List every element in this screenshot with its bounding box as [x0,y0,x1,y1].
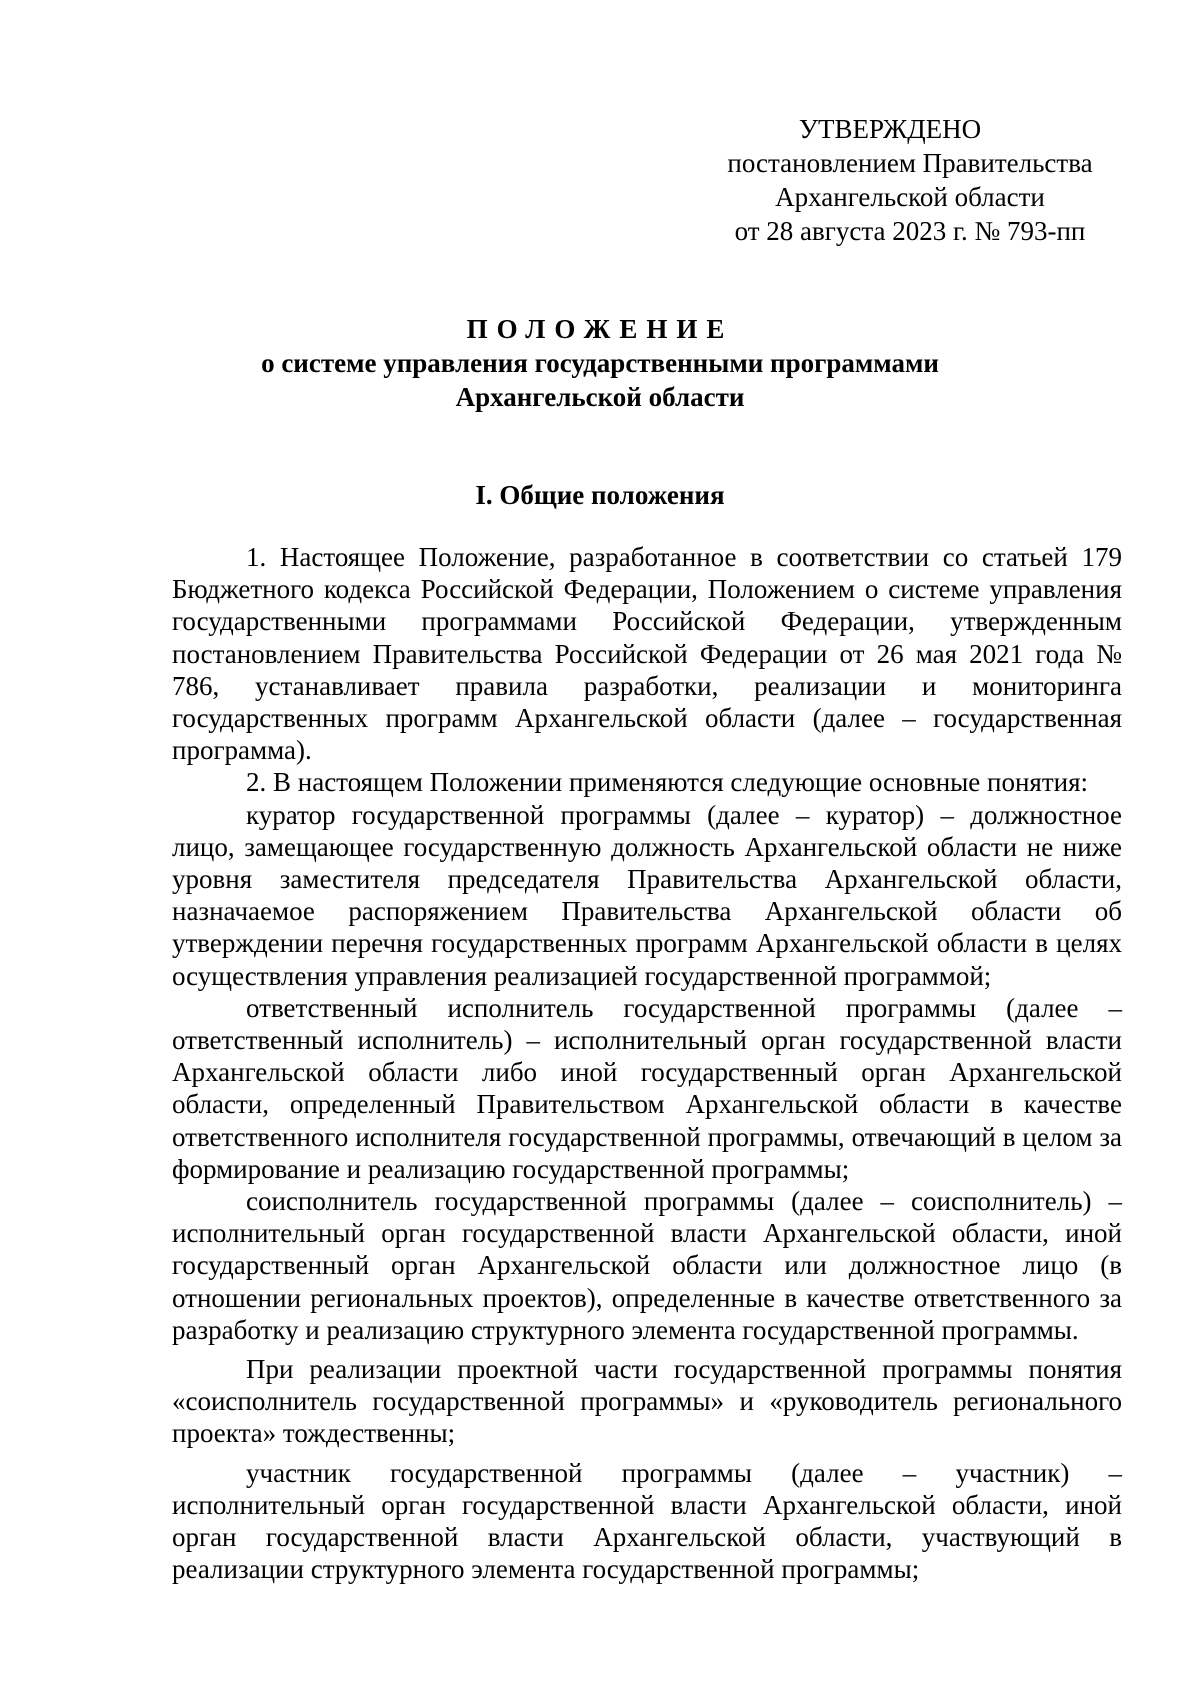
approval-title: УТВЕРЖДЕНО [798,114,982,144]
paragraph-participant: участник государственной программы (далее – участник) – исполнительный орган государственной власти Архангельской области, иной орган государственной власти Архангельской области, участвующий в реализации структурного элемента государственной программы; [172,1457,1122,1585]
paragraph-2: 2. В настоящем Положении применяются следующие основные понятия: [246,767,1089,798]
document-body [172,541,1122,1586]
approval-stamp-block [700,112,1120,248]
document-title: ПОЛОЖЕНИЕ [466,314,734,344]
paragraph-1: 1. Настоящее Положение, разработанное в соответствии со статьей 179 Бюджетного кодекса Российской Федерации, Положением о системе управления государственными программами Российской Федерации, утвержденным постановлением Правительства Российской Федерации от 26 мая 2021 года № 786, устанавливает правила разработки, реализации и мониторинга государственных программ Архангельской области (далее – государственная программа). [172,542,1122,766]
approval-line-1: постановлением Правительства [727,148,1093,178]
approval-line-3: от 28 августа 2023 г. № 793-пп [734,216,1086,246]
paragraph-co-executor: соисполнитель государственной программы (далее – соисполнитель) – исполнительный орган государственной власти Архангельской области, иной государственный орган Архангельской области или должностное лицо (в отношении региональных проектов), определенные в качестве ответственного за разработку и реализацию структурного элемента государственной программы. [172,1186,1122,1345]
section-heading: I. Общие положения [475,480,725,510]
paragraph-responsible-executor: ответственный исполнитель государственной программы (далее – ответственный исполнитель) – исполнительный орган государственной власти Архангельской области либо иной государственный орган Архангельской области, определенный Правительством Архангельской области в качестве ответственного исполнителя государственной программы, отвечающий в целом за формирование и реализацию государственной программы; [172,992,1122,1184]
document-subtitle-line-1: о системе управления государственными программами [261,348,939,378]
document-title-block [0,312,1200,414]
paragraph-curator: куратор государственной программы (далее – куратор) – должностное лицо, замещающее государственную должность Архангельской области не ниже уровня заместителя председателя Правительства Архангельской области, назначаемое распоряжением Правительства Архангельской области об утверждении перечня государственных программ Архангельской области в целях осуществления управления реализацией государственной программой; [172,799,1122,991]
approval-line-2: Архангельской области [775,182,1045,212]
paragraph-project-part: При реализации проектной части государственной программы понятия «соисполнитель государственной программы» и «руководитель регионального проекта» тождественны; [172,1354,1122,1449]
document-subtitle-line-2: Архангельской области [455,382,745,412]
